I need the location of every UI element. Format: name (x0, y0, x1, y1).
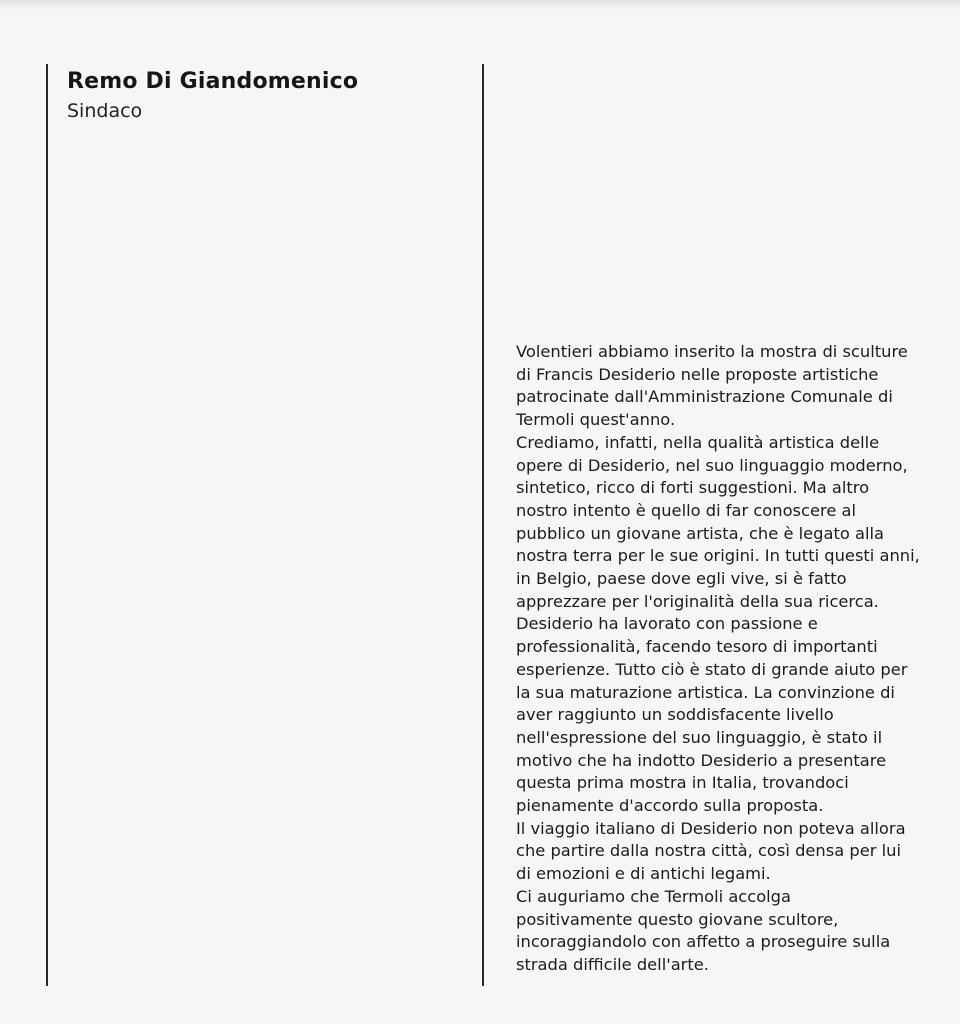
page-top-shadow (0, 0, 960, 10)
body-line: di emozioni e di antichi legami. (516, 864, 771, 884)
body-line: in Belgio, paese dove egli vive, si è fatto (516, 569, 847, 589)
body-line: nostra terra per le sue origini. In tutti questi anni, (516, 546, 920, 566)
body-line: nostro intento è quello di far conoscere al (516, 500, 857, 520)
body-line: Crediamo, infatti, nella qualità artistica delle (516, 432, 880, 452)
body-line: la sua maturazione artistica. La convinzione di (516, 682, 895, 702)
left-margin-rule (46, 64, 48, 986)
body-line: patrocinate dall'Amministrazione Comunale di (516, 387, 893, 407)
body-paragraph (516, 341, 948, 977)
author-role: Sindaco (67, 100, 143, 122)
body-line: apprezzare per l'originalità della sua ricerca. (516, 591, 879, 611)
body-line: Volentieri abbiamo inserito la mostra di sculture (516, 342, 908, 361)
body-line: questa prima mostra in Italia, trovandoci (516, 773, 849, 793)
body-line: esperienze. Tutto ciò è stato di grande aiuto per (516, 659, 908, 679)
body-line: nell'espressione del suo linguaggio, è stato il (516, 727, 883, 747)
column-divider-rule (482, 64, 484, 986)
author-name: Remo Di Giandomenico (67, 69, 359, 94)
body-line: aver raggiunto un soddisfacente livello (516, 705, 834, 725)
body-line: incoraggiandolo con affetto a proseguire sulla (516, 932, 891, 952)
body-line: Il viaggio italiano di Desiderio non poteva allora (516, 818, 906, 838)
body-line: che partire dalla nostra città, così densa per lui (516, 841, 901, 861)
body-line: pubblico un giovane artista, che è legato alla (516, 523, 885, 543)
body-line: motivo che ha indotto Desiderio a presentare (516, 750, 887, 770)
body-line: pienamente d'accordo sulla proposta. (516, 796, 824, 816)
body-line: Termoli quest'anno. (516, 410, 676, 430)
body-line: Ci auguriamo che Termoli accolga (516, 886, 791, 906)
body-line: positivamente questo giovane scultore, (516, 909, 839, 929)
body-line: sintetico, ricco di forti suggestioni. Ma altro (516, 478, 870, 498)
body-line: strada difficile dell'arte. (516, 954, 709, 974)
body-line: opere di Desiderio, nel suo linguaggio moderno, (516, 455, 908, 475)
body-line: Desiderio ha lavorato con passione e (516, 614, 818, 634)
body-line: professionalità, facendo tesoro di importanti (516, 637, 878, 657)
body-line: di Francis Desiderio nelle proposte artistiche (516, 364, 879, 384)
